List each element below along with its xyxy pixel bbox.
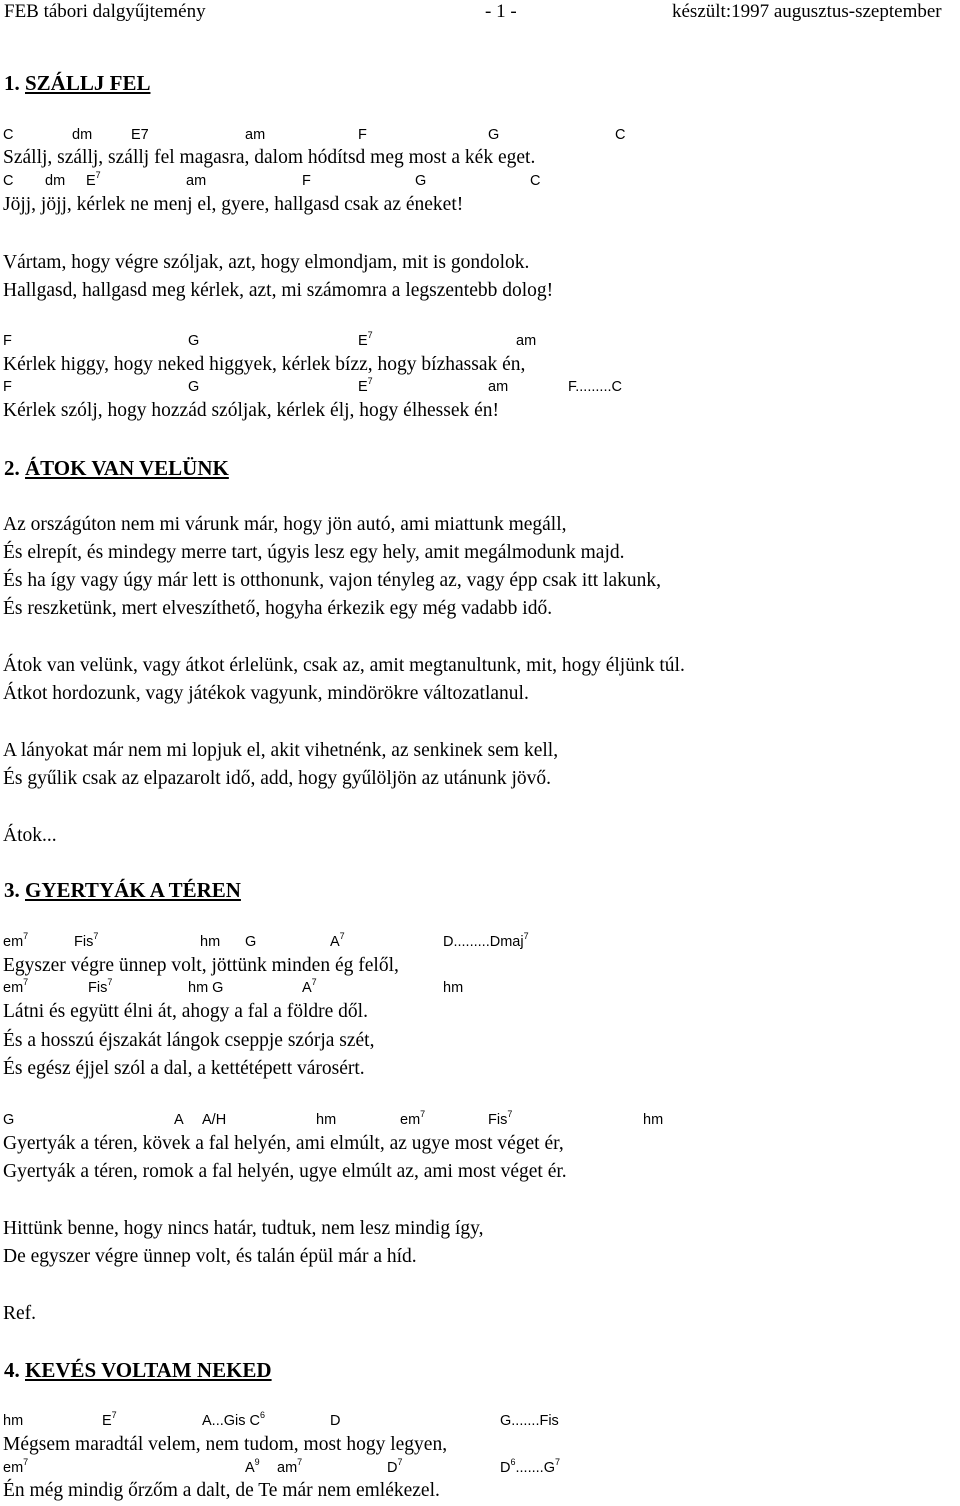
chord: G.......Fis — [500, 1413, 559, 1429]
chord: C — [615, 127, 626, 143]
chord: G — [188, 333, 200, 349]
chord: hm — [316, 1112, 337, 1128]
lyric-line: Én még mindig őrzőm a dalt, de Te már nem emlékezel. — [3, 1480, 440, 1501]
chord: G — [188, 379, 200, 395]
song-name: GYERTYÁK A TÉREN — [25, 878, 241, 902]
song-title — [4, 1358, 272, 1383]
lyric-line: Az országúton nem mi várunk már, hogy jön autó, ami miattunk megáll, — [3, 514, 567, 535]
chord: F — [3, 333, 12, 349]
chord: Fis$^7$ — [74, 931, 99, 950]
song-number: 2. — [4, 456, 20, 480]
chord: am — [186, 173, 207, 189]
chord: am — [516, 333, 537, 349]
lyric-line: Egyszer végre ünnep volt, jöttünk minden ég felől, — [3, 955, 399, 976]
chord: $em^7$ — [400, 1109, 426, 1128]
lyric-line: Jöjj, jöjj, kérlek ne menj el, gyere, hallgasd csak az éneket! — [3, 194, 464, 215]
chord: Fis$^7$ — [488, 1109, 513, 1128]
lyric-line: És reszketünk, mert elveszíthető, hogyha érkezik egy még vadabb idő. — [3, 598, 553, 619]
lyric-line: Szállj, szállj, szállj fel magasra, dalom hódítsd meg most a kék eget. — [3, 147, 536, 168]
chord: A/H — [202, 1112, 227, 1128]
chord: $A^7$ — [330, 931, 345, 950]
chord: D — [330, 1413, 341, 1429]
chord: hm G — [188, 980, 224, 996]
chord: $D^7$ — [387, 1457, 403, 1476]
chord: $em^7$ — [3, 1457, 29, 1476]
chord: hm — [643, 1112, 664, 1128]
chord: $E^7$ — [358, 376, 373, 395]
chord: dm — [45, 173, 66, 189]
collection-title: FEB tábori dalgyűjtemény — [4, 1, 206, 22]
lyric-line: Hallgasd, hallgasd meg kérlek, azt, mi számomra a legszentebb dolog! — [3, 280, 554, 301]
chord: D.........Dmaj$^7$ — [443, 931, 529, 950]
lyric-line: És egész éjjel szól a dal, a kettétépett városért. — [3, 1058, 365, 1079]
chord: hm — [3, 1413, 24, 1429]
chord: A — [174, 1112, 184, 1128]
lyric-line: Átkot hordozunk, vagy játékok vagyunk, mindörökre változatlanul. — [3, 683, 529, 704]
song-title — [4, 878, 241, 903]
lyric-line: És ha így vagy úgy már lett is otthonunk, vajon tényleg az, vagy épp csak itt lakunk, — [3, 570, 661, 591]
lyric-line: Ref. — [3, 1303, 37, 1324]
lyric-line: De egyszer végre ünnep volt, és talán épül már a híd. — [3, 1246, 417, 1267]
chord: $em^7$ — [3, 977, 29, 996]
chord: $E^7$ — [358, 330, 373, 349]
chord: A...Gis $C^6$ — [202, 1410, 266, 1429]
chord: dm — [72, 127, 93, 143]
song-name: SZÁLLJ FEL — [25, 71, 151, 95]
chord: $D^6.......G^7$ — [500, 1457, 560, 1476]
chord: E7 — [131, 127, 149, 143]
lyric-line: Gyertyák a téren, kövek a fal helyén, ami elmúlt, az ugye most véget ér, — [3, 1133, 564, 1154]
chord: $am^7$ — [277, 1457, 303, 1476]
song-name: ÁTOK VAN VELÜNK — [25, 456, 229, 480]
chord: am — [488, 379, 509, 395]
made-date: készült:1997 augusztus-szeptember — [672, 1, 942, 22]
chord: $em^7$ — [3, 931, 29, 950]
lyric-line: Kérlek higgy, hogy neked higgyek, kérlek bízz, hogy bízhassak én, — [3, 354, 526, 375]
chord: hm — [443, 980, 464, 996]
lyric-line: És elrepít, és mindegy merre tart, úgyis lesz egy hely, amit megálmodunk majd. — [3, 542, 625, 563]
song-number: 1. — [4, 71, 20, 95]
lyric-line: Mégsem maradtál velem, nem tudom, most hogy legyen, — [3, 1434, 448, 1455]
lyric-line: És gyűlik csak az elpazarolt idő, add, hogy gyűlöljön az utánunk jövő. — [3, 768, 552, 789]
chord: F.........C — [568, 379, 622, 395]
song-title — [4, 71, 150, 96]
chord: F — [302, 173, 311, 189]
lyric-line: Látni és együtt élni át, ahogy a fal a földre dől. — [3, 1001, 368, 1022]
chord: G — [488, 127, 500, 143]
chord: C — [3, 127, 14, 143]
chord: C — [3, 173, 14, 189]
chord: G — [245, 934, 257, 950]
chord: $A^7$ — [302, 977, 317, 996]
lyric-line: Kérlek szólj, hogy hozzád szóljak, kérlek élj, hogy élhessek én! — [3, 400, 500, 421]
lyric-line: Vártam, hogy végre szóljak, azt, hogy elmondjam, mit is gondolok. — [3, 252, 530, 273]
song-name: KEVÉS VOLTAM NEKED — [25, 1358, 272, 1382]
chord: F — [358, 127, 367, 143]
lyric-line: Hittünk benne, hogy nincs határ, tudtuk, nem lesz mindig így, — [3, 1218, 484, 1239]
page-number: - 1 - — [485, 1, 517, 22]
lyric-line: Átok... — [3, 825, 57, 846]
chord: $E^7$ — [86, 170, 101, 189]
chord: G — [415, 173, 427, 189]
song-number: 3. — [4, 878, 20, 902]
chord: $A^9$ — [245, 1457, 260, 1476]
lyric-line: Gyertyák a téren, romok a fal helyén, ugye elmúlt az, ami most véget ér. — [3, 1161, 567, 1182]
chord: F — [3, 379, 12, 395]
chord: hm — [200, 934, 221, 950]
lyric-line: Átok van velünk, vagy átkot érlelünk, csak az, amit megtanultunk, mit, hogy éljünk túl. — [3, 655, 685, 676]
song-title — [4, 456, 229, 481]
lyric-line: És a hosszú éjszakát lángok cseppje szórja szét, — [3, 1030, 375, 1051]
chord: C — [530, 173, 541, 189]
chord: $E^7$ — [102, 1410, 117, 1429]
chord: G — [3, 1112, 15, 1128]
song-number: 4. — [4, 1358, 20, 1382]
chord: Fis$^7$ — [88, 977, 113, 996]
lyric-line: A lányokat már nem mi lopjuk el, akit vihetnénk, az senkinek sem kell, — [3, 740, 559, 761]
chord: am — [245, 127, 266, 143]
